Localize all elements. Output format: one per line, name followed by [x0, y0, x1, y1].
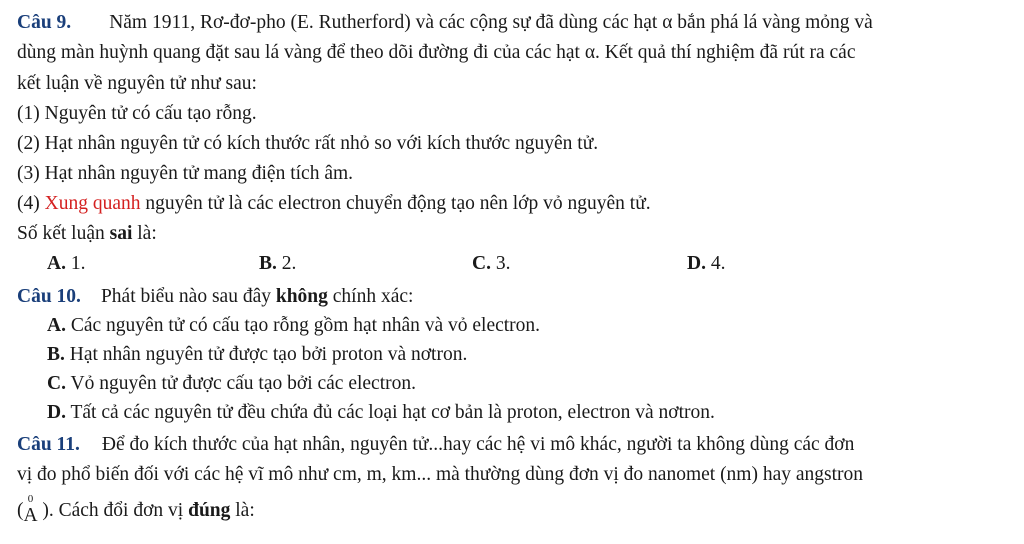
- q9-line-1: [17, 11, 873, 35]
- q9-option-b: [259, 252, 296, 276]
- q10-label: Câu 10.: [17, 286, 81, 307]
- q9-stem-line-1: Năm 1911, Rơ-đơ-pho (E. Rutherford) và các cộng sự đã dùng các hạt α bắn phá lá vàng mỏng và: [109, 12, 873, 33]
- q9-statement-4-rest: nguyên tử là các electron chuyển động tạo nên lớp vỏ nguyên tử.: [140, 193, 651, 214]
- q9-label: Câu 9.: [17, 12, 72, 33]
- option-letter: B.: [47, 344, 65, 365]
- q9-statement-1: (1) Nguyên tử có cấu tạo rỗng.: [17, 103, 257, 124]
- q11-line3-suffix: là:: [230, 500, 255, 521]
- q9-statement-3: (3) Hạt nhân nguyên tử mang điện tích âm.: [17, 163, 354, 184]
- q9-prompt-prefix: Số kết luận: [17, 223, 110, 244]
- q11-stem-line-1: [17, 433, 854, 457]
- q9-prompt: [17, 222, 157, 246]
- q11-line3-bold: đúng: [188, 500, 231, 521]
- q11-paren-open: (: [17, 500, 24, 521]
- option-text: 1.: [65, 253, 86, 274]
- option-text: 3.: [490, 253, 511, 274]
- angstrom-symbol: [23, 493, 38, 526]
- q9-statement-4-prefix: (4): [17, 193, 45, 214]
- q9-stem-line-3: kết luận về nguyên tử như sau:: [17, 73, 257, 94]
- option-letter: C.: [472, 253, 491, 274]
- q10-option-b: [47, 343, 467, 367]
- option-text: Vỏ nguyên tử được cấu tạo bởi các electron.: [65, 373, 416, 394]
- option-letter: D.: [687, 253, 706, 274]
- q11-stem-line-3: [17, 493, 255, 526]
- q11-stem-line-2: vị đo phổ biến đối với các hệ vĩ mô như cm, m, km... mà thường dùng đơn vị đo nanomet (nm) hay angstron: [17, 464, 864, 485]
- q10-option-d: [47, 401, 715, 425]
- q9-stem-line-2: dùng màn huỳnh quang đặt sau lá vàng để theo dõi đường đi của các hạt α. Kết quả thí nghiệm đã rút ra các: [17, 42, 856, 63]
- q9-statement-4-highlight: Xung quanh: [44, 193, 141, 214]
- angstrom-letter: A: [23, 505, 38, 526]
- option-letter: A.: [47, 253, 66, 274]
- option-letter: B.: [259, 253, 277, 274]
- q10-option-a: [47, 314, 540, 338]
- q10-stem-suffix: chính xác:: [327, 286, 414, 307]
- option-letter: A.: [47, 315, 66, 336]
- option-letter: C.: [47, 373, 66, 394]
- q9-option-d: [687, 252, 725, 276]
- q9-statement-4: [17, 192, 651, 216]
- option-text: 2.: [276, 253, 297, 274]
- angstrom-ring: 0: [27, 493, 34, 505]
- q9-option-c: [472, 252, 510, 276]
- option-text: Tất cả các nguyên tử đều chứa đủ các loại hạt cơ bản là proton, electron và nơtron.: [65, 402, 715, 423]
- q11-line3-prefix: ). Cách đổi đơn vị: [37, 500, 189, 521]
- q10-stem-prefix: Phát biểu nào sau đây: [100, 286, 276, 307]
- q9-option-a: [47, 252, 85, 276]
- q10-stem: [17, 285, 413, 309]
- q10-stem-bold: không: [275, 286, 328, 307]
- option-text: Hạt nhân nguyên tử được tạo bởi proton và nơtron.: [64, 344, 468, 365]
- option-letter: D.: [47, 402, 66, 423]
- q11-stem-text-1: Để đo kích thước của hạt nhân, nguyên tử...hay các hệ vi mô khác, người ta không dùng các đơn: [101, 434, 855, 455]
- q9-prompt-suffix: là:: [132, 223, 157, 244]
- option-text: 4.: [705, 253, 726, 274]
- q10-option-c: [47, 372, 416, 396]
- q11-label: Câu 11.: [17, 434, 80, 455]
- q9-prompt-bold: sai: [109, 223, 133, 244]
- q9-statement-2: (2) Hạt nhân nguyên tử có kích thước rất nhỏ so với kích thước nguyên tử.: [17, 133, 599, 154]
- option-text: Các nguyên tử có cấu tạo rỗng gồm hạt nhân và vỏ electron.: [65, 315, 541, 336]
